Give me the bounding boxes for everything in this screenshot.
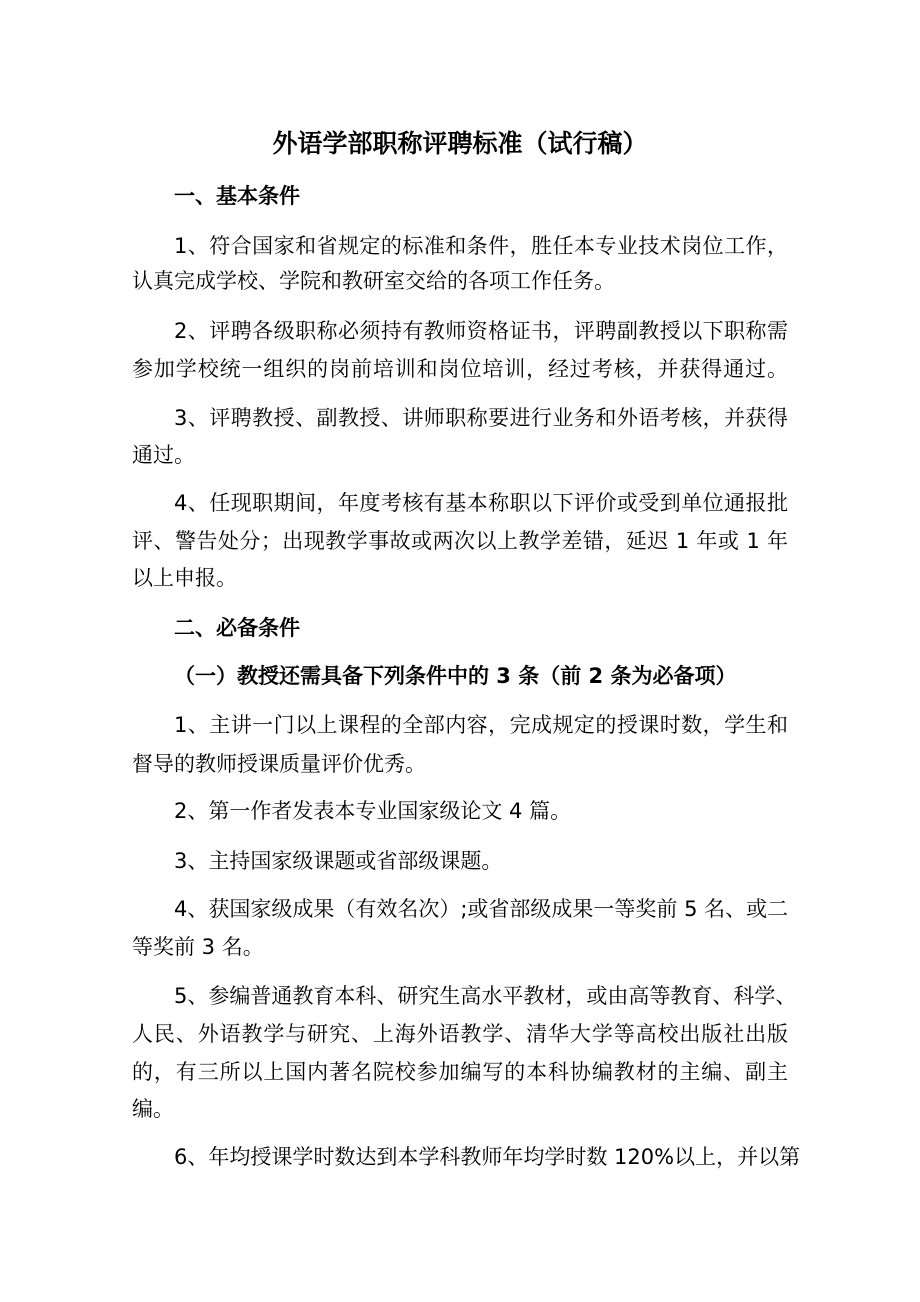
paragraph-line: 5、参编普通教育本科、研究生高水平教材，或由高等教育、科学、: [174, 984, 797, 1008]
paragraph-line: 的，有三所以上国内著名院校参加编写的本科协编教材的主编、副主: [132, 1060, 788, 1084]
paragraph-line: 1、主讲一门以上课程的全部内容，完成规定的授课时数，学生和: [174, 713, 788, 737]
paragraph-line: 2、第一作者发表本专业国家级论文 4 篇。: [174, 799, 572, 823]
paragraph-line: 3、主持国家级课题或省部级课题。: [174, 849, 503, 873]
paragraph-line: 人民、外语教学与研究、上海外语教学、清华大学等高校出版社出版: [132, 1022, 788, 1046]
paragraph-line: 评、警告处分；出现教学事故或两次以上教学差错，延迟 1 年或 1 年: [132, 529, 788, 553]
paragraph-line: 6、年均授课学时数达到本学科教师年均学时数 120%以上，并以第: [174, 1145, 801, 1169]
paragraph-line: 4、任现职期间，年度考核有基本称职以下评价或受到单位通报批: [174, 491, 788, 515]
paragraph-line: 等奖前 3 名。: [132, 935, 264, 959]
paragraph-line: 2、评聘各级职称必须持有教师资格证书，评聘副教授以下职称需: [174, 319, 788, 343]
paragraph-line: 参加学校统一组织的岗前培训和岗位培训，经过考核，并获得通过。: [132, 357, 788, 381]
paragraph-line: 以上申报。: [132, 566, 237, 590]
paragraph-line: 通过。: [132, 443, 195, 467]
paragraph-line: 编。: [132, 1097, 174, 1121]
paragraph-line: 认真完成学校、学院和教研室交给的各项工作任务。: [132, 269, 615, 293]
paragraph-line: 4、获国家级成果（有效名次）;或省部级成果一等奖前 5 名、或二: [174, 897, 789, 921]
subsection-heading-professor: （一）教授还需具备下列条件中的 3 条（前 2 条为必备项）: [174, 664, 737, 688]
paragraph-line: 3、评聘教授、副教授、讲师职称要进行业务和外语考核，并获得: [174, 406, 788, 430]
paragraph-line: 督导的教师授课质量评价优秀。: [132, 752, 426, 776]
document-title: 外语学部职称评聘标准（试行稿）: [272, 129, 648, 158]
section-heading-required-conditions: 二、必备条件: [174, 616, 300, 640]
section-heading-basic-conditions: 一、基本条件: [174, 184, 300, 208]
paragraph-line: 1、符合国家和省规定的标准和条件，胜任本专业技术岗位工作，: [174, 234, 788, 258]
